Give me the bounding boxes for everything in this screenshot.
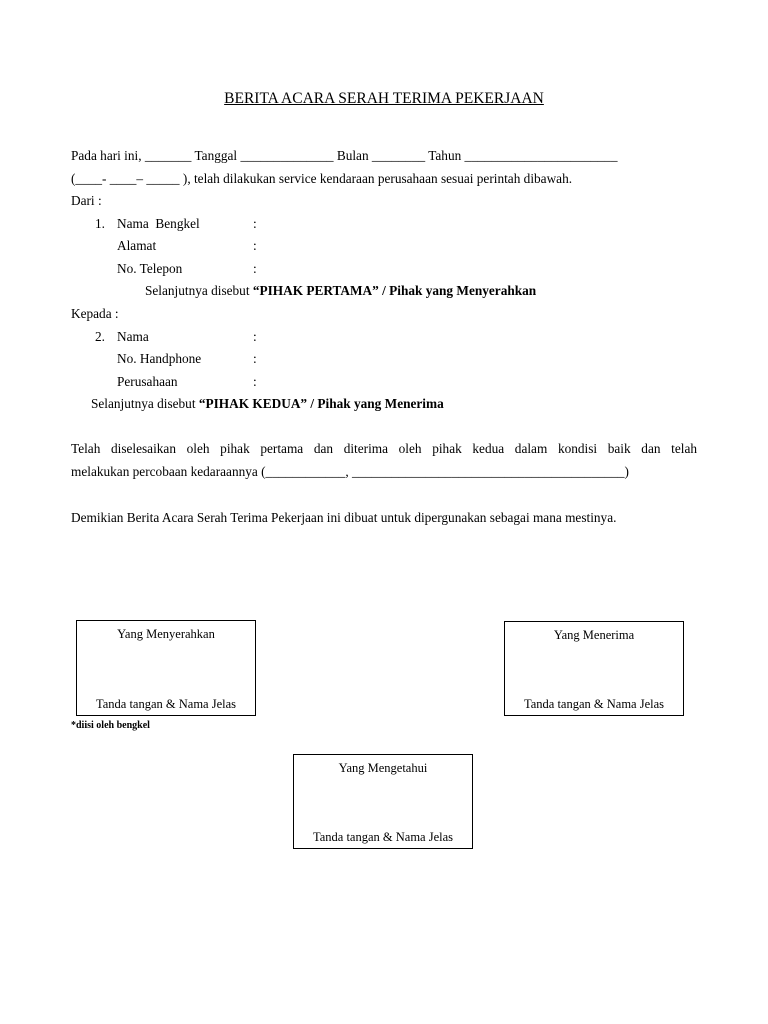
pihak1-field-colon: : [253,261,257,276]
signature-role: Yang Menyerahkan [117,627,215,641]
designation-bold: “PIHAK PERTAMA” / Pihak yang Menyerahkan [252,283,537,298]
pihak1-number: 1. [95,216,105,231]
signature-box-menyerahkan [76,620,256,716]
pihak2-field-label: No. Handphone [117,351,202,366]
designation-prefix: Selanjutnya disebut [91,396,199,411]
paragraph-line: melakukan percobaan kedaraannya (____________, _________________________________________) [71,464,629,479]
date-line: Pada hari ini, _______ Tanggal ______________ Bulan ________ Tahun _______________________ [71,148,618,163]
signature-caption: Tanda tangan & Nama Jelas [312,830,454,844]
pihak2-field-colon: : [253,329,257,344]
signature-caption: Tanda tangan & Nama Jelas [95,697,237,711]
kepada-label: Kepada : [71,306,119,321]
document-title: BERITA ACARA SERAH TERIMA PEKERJAAN [224,90,544,107]
closing-paragraph: Demikian Berita Acara Serah Terima Pekerjaan ini dibuat untuk dipergunakan sebagai mana mestinya. [71,510,617,525]
pihak2-field-label: Nama [117,329,149,344]
signature-role: Yang Menerima [553,628,635,642]
pihak1-field-label: Nama Bengkel [117,216,200,231]
pihak2-number: 2. [95,329,105,344]
signature-role: Yang Mengetahui [338,761,428,775]
pihak2-designation [91,397,444,410]
pihak1-field-colon: : [253,216,257,231]
signature-caption: Tanda tangan & Nama Jelas [523,697,665,711]
designation-prefix: Selanjutnya disebut [145,283,253,298]
pihak1-designation [145,284,536,297]
pihak2-field-label: Perusahaan [117,374,178,389]
service-line: (____- ____– _____ ), telah dilakukan service kendaraan perusahaan sesuai perintah dibawah. [71,171,573,186]
dari-label: Dari : [71,193,102,208]
designation-bold: “PIHAK KEDUA” / Pihak yang Menerima [198,396,444,411]
pihak1-field-colon: : [253,238,257,253]
pihak1-field-label: No. Telepon [117,261,183,276]
paragraph-line: Telah diselesaikan oleh pihak pertama dan diterima oleh pihak kedua dalam kondisi baik dan telah [71,441,697,456]
pihak2-field-colon: : [253,374,257,389]
signature-box-mengetahui [293,754,473,849]
pihak1-field-label: Alamat [117,238,157,253]
signature-box-menerima [504,621,684,716]
note-text: *diisi oleh bengkel [71,720,150,731]
pihak2-field-colon: : [253,351,257,366]
